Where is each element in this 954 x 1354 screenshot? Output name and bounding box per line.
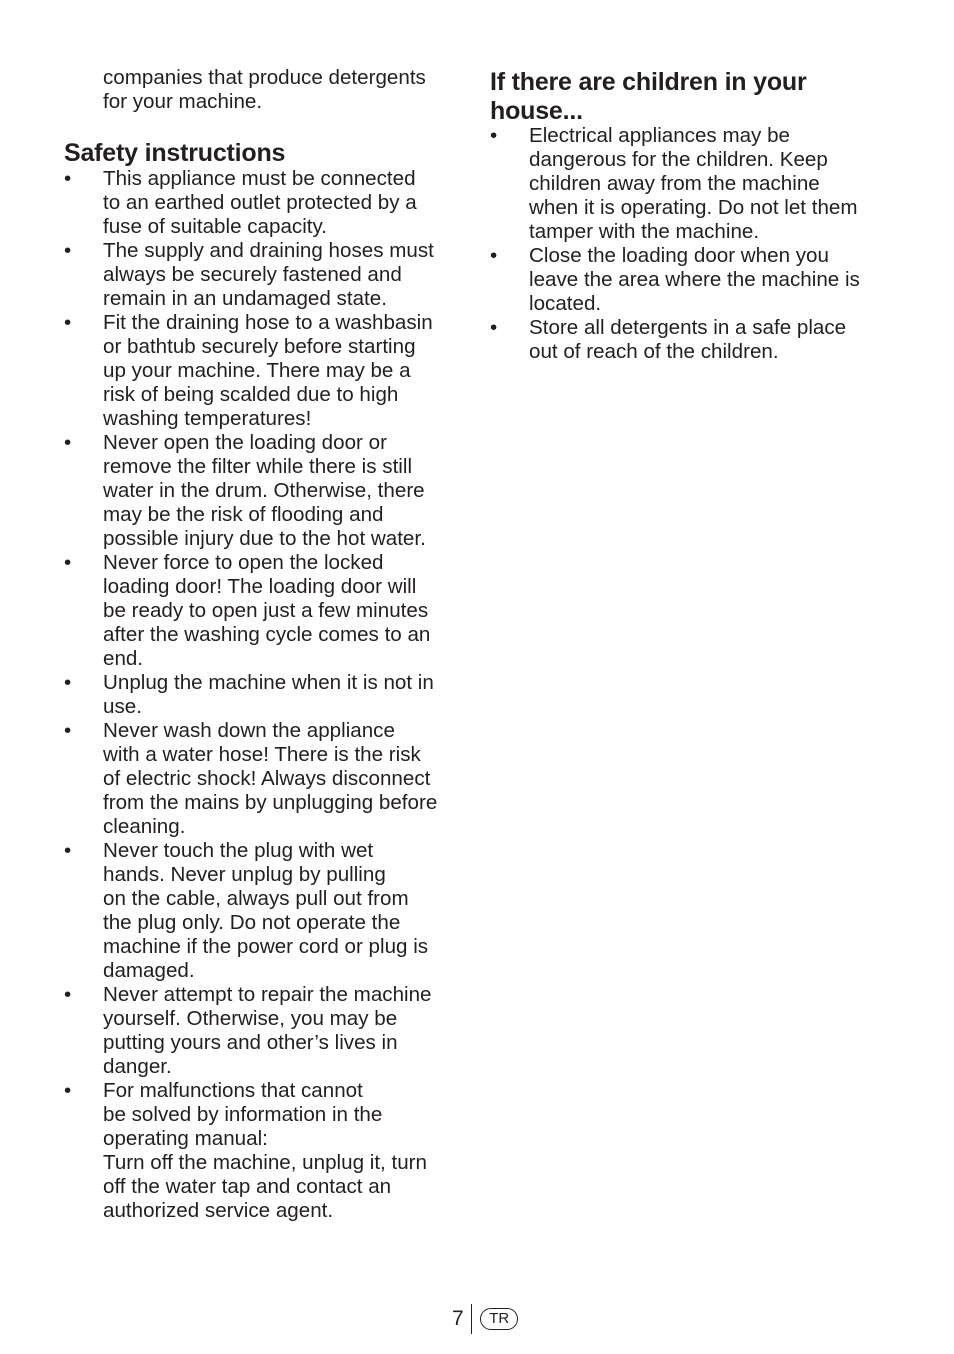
bullet-icon: • bbox=[64, 239, 72, 262]
list-item-text: Electrical appliances may be dangerous for the children. Keep children away from the machine when it is operating. Do not let them tamper with the machine. bbox=[529, 124, 858, 243]
children-safety-list bbox=[490, 124, 900, 364]
bullet-icon: • bbox=[490, 316, 498, 339]
list-item-text: Never open the loading door or remove the filter while there is still water in the drum. Otherwise, there may be the risk of flooding and possible injury due to the hot water. bbox=[103, 431, 426, 550]
bullet-icon: • bbox=[64, 671, 72, 694]
footer-divider bbox=[471, 1304, 473, 1334]
bullet-icon: • bbox=[64, 983, 72, 1006]
list-item-text: The supply and draining hoses must always be securely fastened and remain in an undamaged state. bbox=[103, 239, 434, 310]
list-item bbox=[64, 431, 474, 551]
bullet-icon: • bbox=[490, 244, 498, 267]
list-item bbox=[490, 124, 900, 244]
bullet-icon: • bbox=[64, 719, 72, 742]
safety-instructions-heading: Safety instructions bbox=[64, 139, 286, 167]
safety-instructions-list bbox=[64, 167, 474, 1223]
list-item-text: Close the loading door when you leave the area where the machine is located. bbox=[529, 244, 860, 315]
bullet-icon: • bbox=[64, 551, 72, 574]
list-item bbox=[64, 551, 474, 671]
children-safety-heading: If there are children in your house... bbox=[490, 68, 807, 125]
list-item bbox=[64, 239, 474, 311]
list-item bbox=[64, 839, 474, 983]
list-item bbox=[490, 316, 900, 364]
list-item-text: Store all detergents in a safe place out of reach of the children. bbox=[529, 316, 847, 363]
list-item-text: This appliance must be connected to an earthed outlet protected by a fuse of suitable capacity. bbox=[103, 167, 417, 238]
page-footer bbox=[452, 1303, 518, 1335]
bullet-icon: • bbox=[64, 431, 72, 454]
list-item-text: Fit the draining hose to a washbasin or bathtub securely before starting up your machine. There may be a risk of being scalded due to high washing temperatures! bbox=[103, 311, 433, 430]
bullet-icon: • bbox=[490, 124, 498, 147]
list-item bbox=[64, 311, 474, 431]
list-item bbox=[64, 167, 474, 239]
list-item bbox=[64, 719, 474, 839]
list-item bbox=[64, 1079, 474, 1223]
language-badge: TR bbox=[480, 1308, 518, 1330]
list-item bbox=[490, 244, 900, 316]
bullet-icon: • bbox=[64, 839, 72, 862]
list-item bbox=[64, 671, 474, 719]
intro-continuation-text: companies that produce detergents for your machine. bbox=[103, 66, 426, 113]
bullet-icon: • bbox=[64, 1079, 72, 1102]
bullet-icon: • bbox=[64, 311, 72, 334]
list-item-text: Never attempt to repair the machine yourself. Otherwise, you may be putting yours and other’s lives in danger. bbox=[103, 983, 432, 1078]
list-item-text: Never wash down the appliance with a water hose! There is the risk of electric shock! Always disconnect from the mains by unplugging before cleaning. bbox=[103, 719, 438, 838]
bullet-icon: • bbox=[64, 167, 72, 190]
list-item-text: Never touch the plug with wet hands. Never unplug by pulling on the cable, always pull out from the plug only. Do not operate the machine if the power cord or plug is damaged. bbox=[103, 839, 429, 982]
list-item-text: Never force to open the locked loading door! The loading door will be ready to open just a few minutes after the washing cycle comes to an end. bbox=[103, 551, 431, 670]
page-number: 7 bbox=[452, 1307, 464, 1330]
list-item-text: Unplug the machine when it is not in use. bbox=[103, 671, 434, 718]
list-item bbox=[64, 983, 474, 1079]
list-item-text: For malfunctions that cannot be solved by information in the operating manual: Turn off the machine, unplug it, turn off the water tap and contact an authorized service agent. bbox=[103, 1079, 427, 1222]
